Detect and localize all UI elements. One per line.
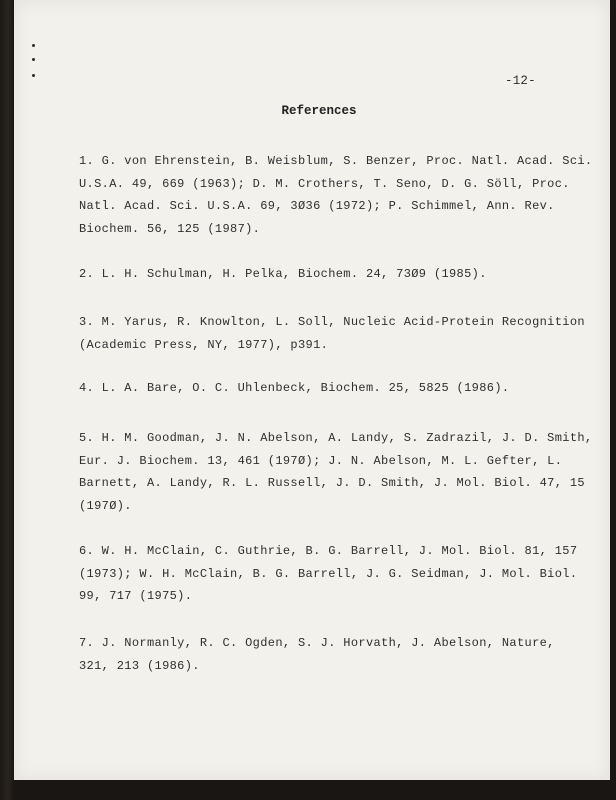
reference-1 [79,150,593,240]
reference-line: 5. H. M. Goodman, J. N. Abelson, A. Landy, S. Zadrazil, J. D. Smith, [79,431,593,445]
reference-line: Natl. Acad. Sci. U.S.A. 69, 3Ø36 (1972); P. Schimmel, Ann. Rev. [79,199,555,214]
reference-line: Barnett, A. Landy, R. L. Russell, J. D. Smith, J. Mol. Biol. 47, 15 [79,476,585,491]
reference-line: (1973); W. H. McClain, B. G. Barrell, J. G. Seidman, J. Mol. Biol. [79,566,578,581]
reference-4 [79,377,579,400]
reference-line: 99, 717 (1975). [79,589,193,604]
reference-line: Biochem. 56, 125 (1987). [79,221,261,236]
margin-mark [32,58,35,61]
reference-line: 3. M. Yarus, R. Knowlton, L. Soll, Nucleic Acid-Protein Recognition [79,315,585,329]
reference-3 [79,311,585,356]
reference-7 [79,632,579,677]
reference-line: 2. L. H. Schulman, H. Pelka, Biochem. 24, 73Ø9 (1985). [79,267,487,281]
reference-line: U.S.A. 49, 669 (1963); D. M. Crothers, T. Seno, D. G. Söll, Proc. [79,176,570,191]
reference-line: (Academic Press, NY, 1977), p391. [79,337,329,352]
reference-line: 321, 213 (1986). [79,658,200,673]
page-title: References [281,104,357,118]
page-number: -12- [505,74,536,88]
margin-mark [32,74,35,77]
reference-line: (197Ø). [79,498,132,513]
reference-line: 6. W. H. McClain, C. Guthrie, B. G. Barrell, J. Mol. Biol. 81, 157 [79,544,578,558]
reference-5 [79,427,593,517]
reference-line: Eur. J. Biochem. 13, 461 (197Ø); J. N. Abelson, M. L. Gefter, L. [79,453,563,468]
reference-2 [79,263,579,286]
reference-line: 1. G. von Ehrenstein, B. Weisblum, S. Benzer, Proc. Natl. Acad. Sci. [79,154,593,168]
reference-6 [79,540,579,608]
reference-line: 4. L. A. Bare, O. C. Uhlenbeck, Biochem. 25, 5825 (1986). [79,381,510,395]
reference-line: 7. J. Normanly, R. C. Ogden, S. J. Horvath, J. Abelson, Nature, [79,636,555,650]
margin-mark [32,44,35,47]
